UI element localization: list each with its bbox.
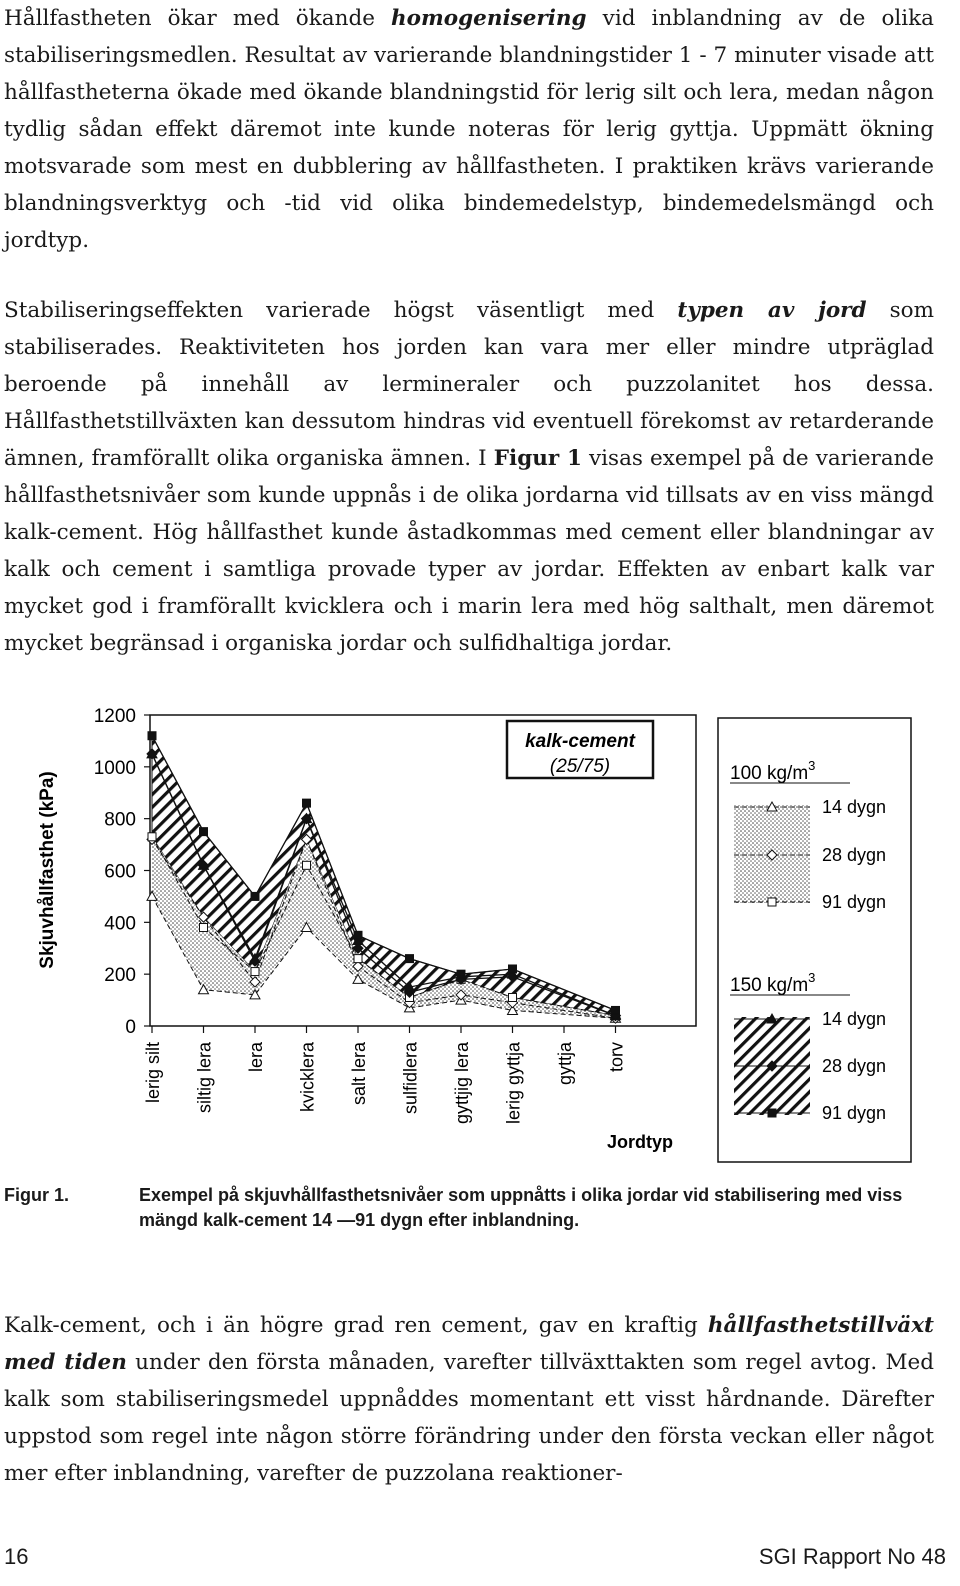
caption-label: Figur 1. (4, 1185, 70, 1205)
legend-group-2-label: 150 $kg/m^3$ (730, 970, 816, 996)
chart-title-line-1: kalk-cement (525, 731, 635, 752)
legend-days-label: 28 dygn (822, 1056, 887, 1076)
x-tick-label: lerig silt (143, 1042, 163, 1104)
paragraph-3 (4, 1307, 934, 1492)
data-point-s2-2 (251, 968, 259, 976)
paragraph-1 (4, 0, 934, 259)
data-point-s5-0 (148, 732, 156, 740)
data-point-s5-5 (406, 955, 414, 963)
x-tick-label: torv (606, 1042, 627, 1073)
data-point-s5-1 (200, 828, 208, 836)
x-tick-label: siltig lera (194, 1042, 215, 1114)
legend-days-label: 91 dygn (822, 892, 887, 912)
x-tick-label: salt lera (349, 1042, 369, 1106)
legend-days-label: 14 dygn (822, 797, 887, 817)
paragraph-1-text-a: Hållfastheten ökar med ökande (4, 6, 392, 31)
x-tick-label: lerig gyttja (503, 1042, 524, 1125)
y-tick-label: 400 (104, 913, 136, 935)
legend-days-label: 28 dygn (822, 845, 887, 865)
data-point-s2-1 (200, 924, 208, 932)
data-point-s5-3 (303, 799, 311, 807)
emphasis-hallfasthetstillvaxt: hållfasthetstillväxt med tiden (4, 1313, 934, 1375)
data-point-s5-7 (509, 965, 517, 973)
page-number: 16 (4, 1544, 29, 1569)
emphasis-homogenisering: homogenisering (391, 6, 587, 31)
legend-days-label: 14 dygn (822, 1009, 887, 1029)
x-tick-label: kvicklera (297, 1042, 318, 1113)
legend-days-label: 91 dygn (822, 1103, 887, 1123)
figure-1-chart (0, 690, 960, 1170)
paragraph-1-text-b: vid inblandning av de olika stabiliseringsmedlen. Resultat av varierande blandningstider 1 - 7 minuter visade att hållfastheterna ökade med ökande blandningstid för lerig silt och lera, medan någon tydlig sådan effekt däremot inte kunde noteras för lerig gyttja. Uppmätt ökning motsvarade som mest en dubblering av hållfastheten. I praktiken krävs varierande blandningsverktyg och -tid vid olika bindemedelstyp, bindemedelsmängd och jordtyp. (4, 6, 934, 253)
y-tick-label: 1000 (93, 757, 136, 779)
legend-group-1-label: 100 $kg/m^3$ (730, 758, 816, 784)
chart-title-line-2: (25/75) (549, 756, 611, 777)
x-tick-label: gyttja (555, 1042, 575, 1086)
paragraph-3-text-a: Kalk-cement, och i än högre grad ren cement, gav en kraftig (4, 1313, 708, 1338)
paragraph-2 (4, 292, 934, 662)
data-point-s5-9 (612, 1006, 620, 1014)
y-axis (94, 706, 150, 1038)
figure-reference[interactable]: Figur 1 (493, 446, 582, 471)
x-tick-label: sulfidlera (400, 1042, 421, 1115)
y-tick-label: 800 (104, 809, 136, 831)
data-point-s2-0 (148, 833, 156, 841)
paragraph-2-text-b: som stabiliserades. Reaktiviteten hos jorden kan vara mer eller mindre utpräglad beroende på innehåll av lermineraler och puzzolanitet hos dessa. Hållfasthetstillväxten kan dessutom hindras vid eventuell förekomst av retarderande ämnen, framförallt olika organiska ämnen. I (4, 298, 934, 471)
paragraph-2-text-a: Stabiliseringseffekten varierade högst väsentligt med (4, 298, 678, 323)
data-point-s5-6 (457, 970, 465, 978)
y-tick-label: 0 (125, 1017, 136, 1038)
emphasis-typen-av-jord: typen av jord (677, 298, 867, 323)
paragraph-3-text-b: under den första månaden, varefter tillväxttakten som regel avtog. Med kalk som stabiliseringsmedel uppnåddes momentant ett visst hårdnande. Därefter uppstod som regel inte någon större förändring under den första veckan eller något mer efter inblandning, varefter de puzzolana reaktioner- (4, 1350, 934, 1486)
data-point-s2-7 (509, 993, 517, 1001)
y-tick-label: 600 (104, 861, 136, 883)
report-name: SGI Rapport No 48 (758, 1544, 946, 1569)
x-tick-label: lera (246, 1042, 266, 1073)
legend-marker-5 (768, 1109, 776, 1117)
data-point-s2-4 (354, 955, 362, 963)
y-tick-label: 1200 (93, 706, 136, 727)
caption-text: Exempel på skjuvhållfasthetsnivåer som uppnåtts i olika jordar vid stabilisering med viss mängd kalk-cement 14 —91 dygn efter inblandning. (139, 1185, 903, 1230)
x-axis-label: Jordtyp (606, 1132, 674, 1152)
x-tick-label: gyttjig lera (452, 1042, 472, 1125)
data-point-s5-2 (251, 892, 259, 900)
data-point-s5-4 (354, 931, 362, 939)
paragraph-2-text-c: visas exempel på de varierande hållfasthetsnivåer som kunde uppnås i de olika jordarna vid tillsats av en viss mängd kalk-cement. Hög hållfasthet kunde åstadkommas med cement eller blandningar av kalk och cement i samtliga provade typer av jordar. Effekten av enbart kalk var mycket god i framförallt kvicklera och i marin lera med hög salthalt, men däremot mycket begränsad i organiska jordar och sulfidhaltiga jordar. (4, 446, 934, 656)
y-tick-label: 200 (104, 965, 136, 987)
legend-marker-2 (768, 898, 776, 906)
x-axis (143, 1026, 627, 1124)
data-point-s2-3 (303, 861, 311, 869)
y-axis-label: Skjuvhållfasthet (kPa) (37, 771, 58, 969)
